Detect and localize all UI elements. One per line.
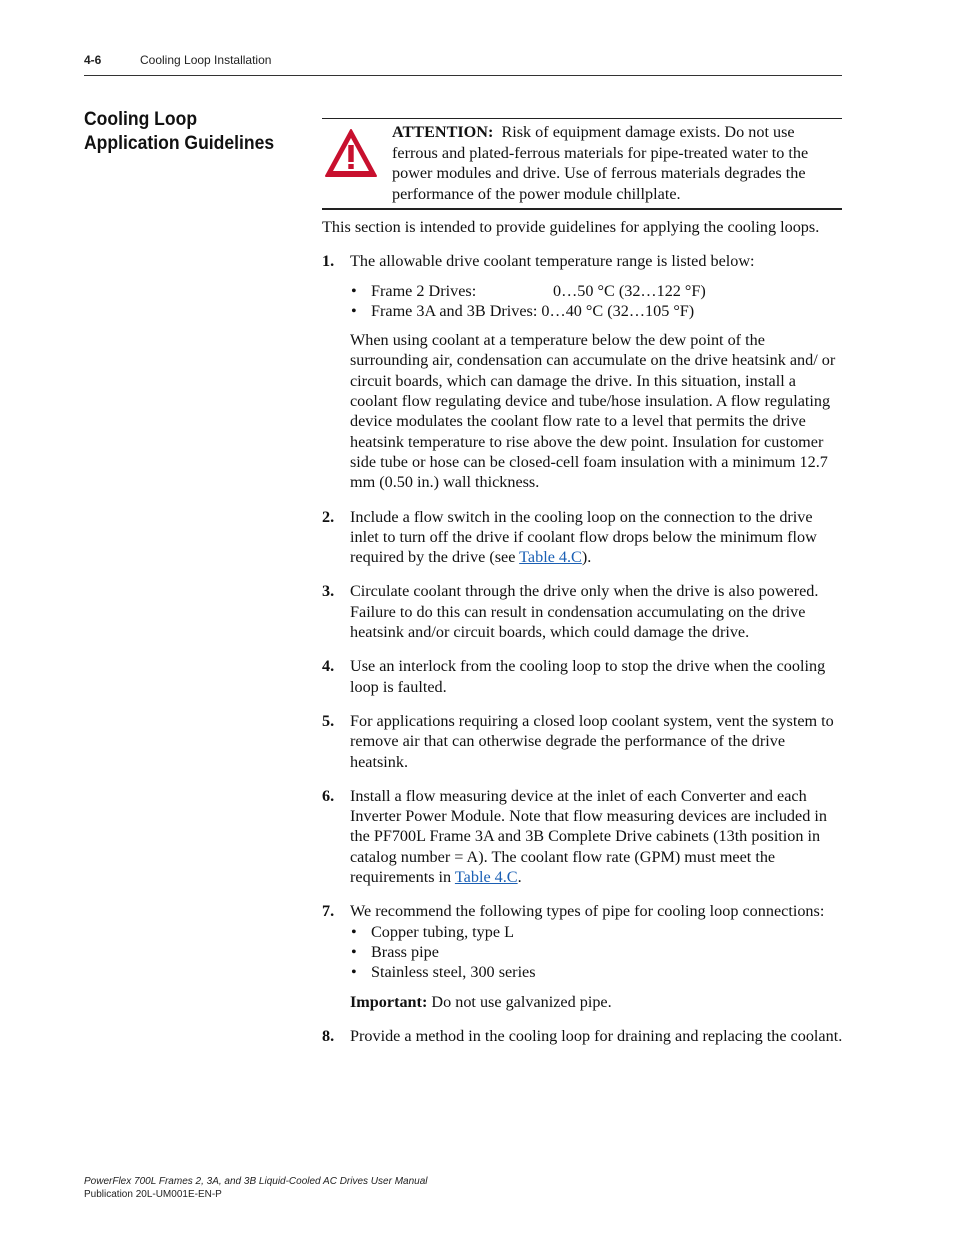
step-7: [322, 901, 844, 1011]
step-number: 4.: [322, 657, 335, 676]
bullet-icon: •: [351, 942, 357, 961]
list-item: • Copper tubing, type L: [351, 922, 514, 941]
list-item: • Stainless steel, 300 series: [351, 963, 536, 982]
bullet-icon: •: [351, 922, 357, 941]
frame-label: Frame 2 Drives:: [371, 281, 477, 300]
list-item: • Brass pipe: [351, 942, 439, 961]
header-divider: [84, 75, 842, 76]
step-4: [322, 656, 844, 697]
step-1: [322, 251, 844, 492]
attention-bottom-divider: [322, 208, 842, 210]
step-text: Provide a method in the cooling loop for draining and replacing the coolant.: [350, 1026, 843, 1045]
step-2: [322, 507, 844, 568]
step-text: The allowable drive coolant temperature range is listed below:: [350, 252, 755, 271]
list-item: [350, 301, 844, 321]
step-5: [322, 711, 844, 772]
attention-text: Risk of equipment damage exists. Do not use ferrous and plated-ferrous materials for pipe-treated water to the power modules and drive. Use of ferrous materials degrades the performance of the power module chillplate.: [392, 123, 809, 203]
guidelines-content: [322, 217, 844, 1060]
table-link[interactable]: Table 4.C: [454, 868, 518, 887]
step-number: 6.: [322, 786, 335, 805]
section-title: Cooling Loop Application Guidelines: [84, 108, 275, 154]
step-number: 2.: [322, 507, 335, 526]
attention-top-divider: [322, 118, 842, 119]
publication-number: Publication 20L-UM001E-EN-P: [84, 1189, 222, 1200]
temperature-range: 0…40 °C (32…105 °F): [541, 301, 695, 320]
step-number: 5.: [322, 711, 335, 730]
step-8: [322, 1026, 844, 1046]
intro-paragraph: This section is intended to provide guidelines for applying the cooling loops.: [322, 218, 820, 236]
pipe-type-list: [350, 922, 844, 983]
step-text: Use an interlock from the cooling loop to stop the drive when the cooling loop is faulted.: [350, 657, 826, 696]
attention-label: ATTENTION:: [392, 123, 494, 141]
page-number: 4-6: [84, 53, 102, 67]
bullet-icon: •: [351, 301, 357, 320]
step-text: Include a flow switch in the cooling loop on the connection to the drive inlet to turn off the drive if coolant flow drops below the minimum flow required by the drive (see Table 4.C).: [350, 507, 817, 567]
bullet-icon: •: [351, 281, 357, 300]
important-label: Important:: [350, 992, 428, 1011]
step-text: Circulate coolant through the drive only when the drive is also powered. Failure to do this can result in condensation accumulating on the drive heatsink and/or circuit boards, which could damage the drive.: [350, 582, 819, 642]
step-text: We recommend the following types of pipe for cooling loop connections:: [350, 902, 825, 921]
attention-notice: [392, 122, 844, 204]
important-text: Do not use galvanized pipe.: [431, 992, 612, 1011]
chapter-title: Cooling Loop Installation: [140, 53, 272, 67]
step-paragraph: When using coolant at a temperature below the dew point of the surrounding air, condensation can accumulate on the drive heatsink and/ or circuit boards, which can damage the drive. In this situation, install a coolant flow regulating device and tube/hose insulation. A flow regulating device modulates the coolant flow rate to a level that permits the drive heatsink temperature to rise above the dew point. Insulation for customer side tube or hose can be closed-cell foam insulation with a minimum 12.7 mm (0.50 in.) wall thickness.: [350, 331, 836, 492]
manual-title: PowerFlex 700L Frames 2, 3A, and 3B Liquid-Cooled AC Drives User Manual: [84, 1176, 428, 1187]
frame-label: Frame 3A and 3B Drives:: [371, 301, 538, 320]
temperature-range: 0…50 °C (32…122 °F): [553, 281, 706, 300]
step-text: For applications requiring a closed loop coolant system, vent the system to remove air that can otherwise degrade the performance of the drive heatsink.: [350, 711, 834, 771]
list-item: [350, 281, 844, 301]
step-text: Install a flow measuring device at the inlet of each Converter and each Inverter Power Module. Note that flow measuring devices are included in the PF700L Frame 3A and 3B Complete Drive cabinets (13th position in catalog number = A). The coolant flow rate (GPM) must meet the requirements in Table 4.C.: [350, 786, 827, 887]
page-footer: [84, 1175, 428, 1201]
bullet-icon: •: [351, 963, 357, 982]
step-number: 7.: [322, 902, 335, 921]
warning-triangle-icon: [324, 128, 378, 178]
step-number: 3.: [322, 582, 335, 601]
step-number: 1.: [322, 252, 335, 271]
step-number: 8.: [322, 1026, 335, 1045]
temperature-list: [350, 281, 844, 322]
step-6: [322, 786, 844, 887]
step-3: [322, 581, 844, 642]
table-link[interactable]: Table 4.C: [519, 548, 582, 567]
important-note: [350, 992, 844, 1012]
